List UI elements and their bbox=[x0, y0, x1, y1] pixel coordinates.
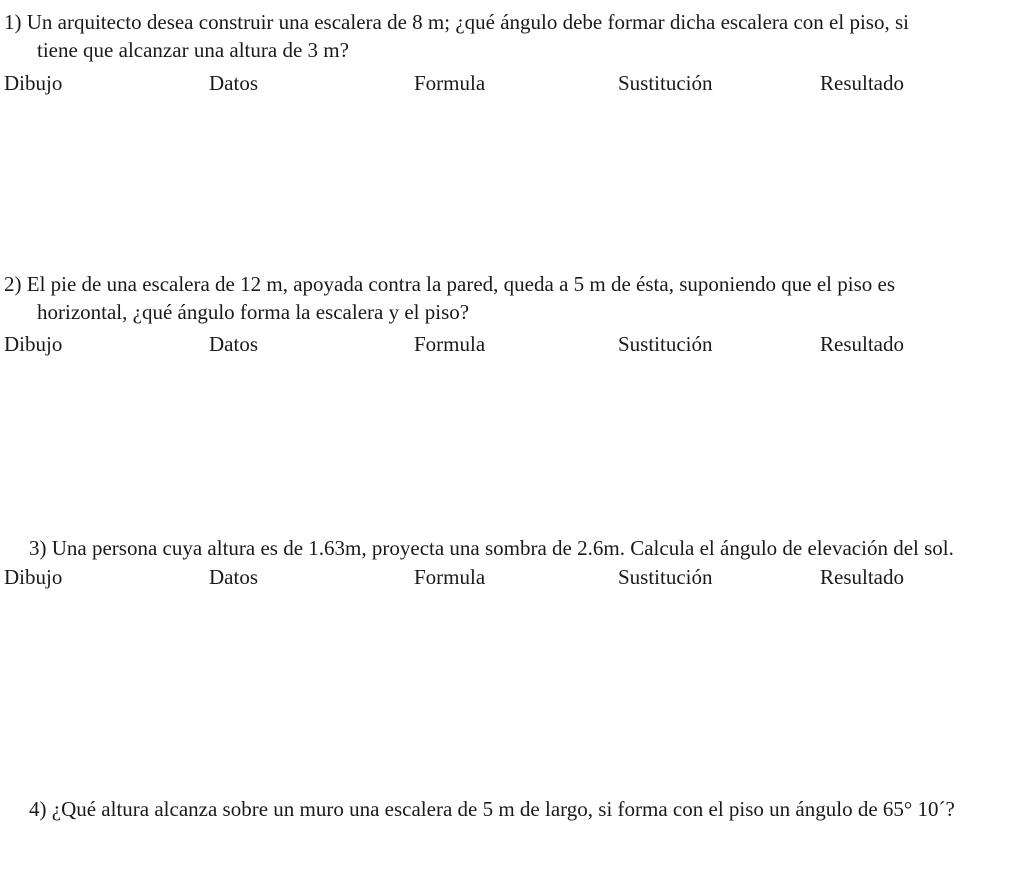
header-datos: Datos bbox=[209, 332, 258, 356]
header-dibujo: Dibujo bbox=[4, 71, 63, 95]
header-datos: Datos bbox=[209, 565, 258, 589]
header-resultado: Resultado bbox=[820, 71, 904, 95]
problem-4-statement: 4) ¿Qué altura alcanza sobre un muro una escalera de 5 m de largo, si forma con el piso un ángulo de 65° 10´? bbox=[29, 797, 955, 821]
problem-2-statement bbox=[4, 270, 1004, 326]
header-resultado: Resultado bbox=[820, 565, 904, 589]
header-sustitucion: Sustitución bbox=[618, 71, 713, 95]
header-sustitucion: Sustitución bbox=[618, 332, 713, 356]
header-formula: Formula bbox=[414, 565, 486, 589]
header-dibujo: Dibujo bbox=[4, 332, 63, 356]
problem-2-line-2: horizontal, ¿qué ángulo forma la escalera y el piso? bbox=[37, 300, 470, 324]
column-headers-2 bbox=[0, 330, 1033, 358]
problem-1-statement bbox=[4, 8, 1004, 64]
header-sustitucion: Sustitución bbox=[618, 565, 713, 589]
problem-2-line-1: 2) El pie de una escalera de 12 m, apoyada contra la pared, queda a 5 m de ésta, suponiendo que el piso es bbox=[4, 272, 896, 296]
header-formula: Formula bbox=[414, 332, 486, 356]
problem-3-statement: 3) Una persona cuya altura es de 1.63m, proyecta una sombra de 2.6m. Calcula el ángulo de elevación del sol. bbox=[29, 536, 954, 560]
header-resultado: Resultado bbox=[820, 332, 904, 356]
problem-1-line-2: tiene que alcanzar una altura de 3 m? bbox=[37, 38, 349, 62]
column-headers-1 bbox=[0, 69, 1033, 97]
header-formula: Formula bbox=[414, 71, 486, 95]
header-dibujo: Dibujo bbox=[4, 565, 63, 589]
column-headers-3 bbox=[0, 563, 1033, 591]
header-datos: Datos bbox=[209, 71, 258, 95]
problem-1-line-1: 1) Un arquitecto desea construir una escalera de 8 m; ¿qué ángulo debe formar dicha escalera con el piso, si bbox=[4, 10, 909, 34]
